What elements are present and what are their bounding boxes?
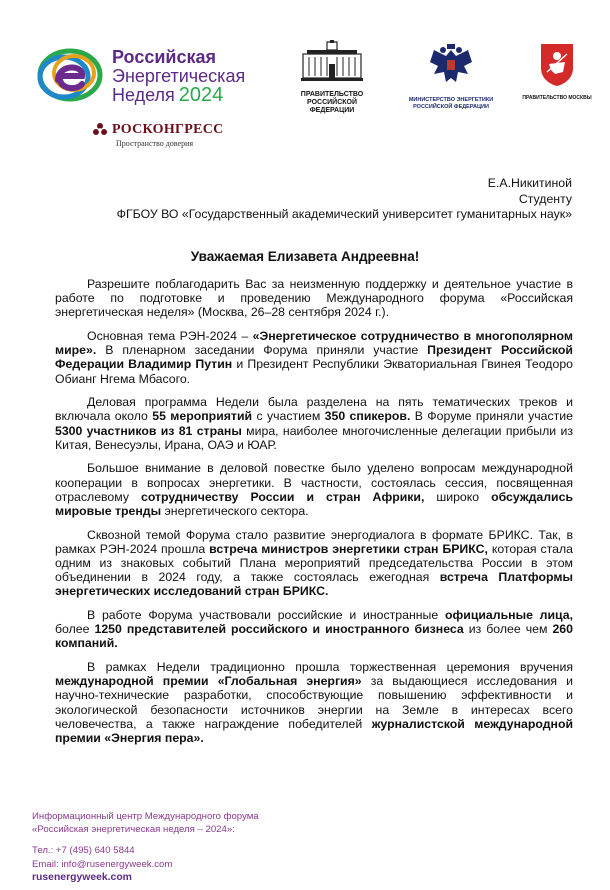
paragraph-text: с участием (252, 409, 325, 424)
paragraph-text: из более чем (463, 622, 553, 637)
government-logo (292, 40, 372, 115)
event-title-line2: Энергетическая (112, 66, 246, 86)
government-building-icon (301, 40, 363, 82)
emphasis-text: 5300 участников из 81 страны (55, 423, 242, 438)
emphasis-text: Президент Российской Федерации Владимир Путин (55, 343, 573, 372)
double-headed-eagle-emblem (426, 42, 476, 88)
emphasis-text: встреча Платформы энергетических исследований стран БРИКС. (55, 570, 573, 599)
ministry-logo (406, 42, 496, 111)
paragraph-text: энергетического сектора. (161, 504, 309, 519)
emphasis-text: 260 компаний. (55, 622, 573, 651)
emphasis-text: международной премии «Глобальная энергия» (55, 674, 362, 689)
paragraph-text: В пленарном заседании Форума приняли участие (96, 343, 428, 358)
event-year: 2024 (178, 84, 224, 106)
footer-contacts (32, 810, 259, 884)
paragraph-text: Деловая программа Недели была разделена на пять тематических треков и включала около (55, 395, 573, 424)
paragraph-text: и Президент Республики Экваториальная Гвинея Теодоро Обианг Нгема Мбасого. (55, 357, 573, 386)
ministry-caption-line: РОССИЙСКОЙ ФЕДЕРАЦИИ (413, 104, 489, 110)
roscongress-logo (94, 122, 224, 148)
emphasis-text: «Энергетическое сотрудничество в многополярном мире». (55, 329, 574, 358)
footer-email[interactable]: Email: info@rusenergyweek.com (32, 858, 173, 870)
emphasis-text: обсуждались мировые тренды (55, 489, 573, 519)
letter-paragraph (55, 660, 573, 745)
ministry-caption (406, 97, 496, 111)
government-caption (292, 91, 372, 115)
letter-paragraph (55, 277, 573, 320)
letter-paragraph (55, 461, 573, 518)
paragraph-text: за выдающиеся исследования и научно-технические разработки, способствующие повышению эффективности и экологической безопасности источников энергии на Земле в интересах всего человечества, а также награждение победителей (55, 674, 573, 731)
event-title (112, 48, 245, 105)
letter-paragraph (55, 608, 573, 651)
paragraph-text: более (55, 622, 95, 637)
emphasis-text: 1250 представителей российского и иностранного бизнеса (94, 622, 464, 637)
event-title-line1: Российская (112, 47, 217, 67)
footer-website-link[interactable]: rusenergyweek.com (32, 871, 132, 883)
greeting: Уважаемая Елизавета Андреевна! (190, 249, 420, 264)
moscow-coat-of-arms (539, 42, 575, 86)
roscongress-tagline: Пространство доверия (116, 139, 194, 148)
government-caption-line: ФЕДЕРАЦИИ (309, 107, 355, 114)
emphasis-text: встреча министров энергетики стран БРИКС, (209, 541, 488, 556)
emphasis-text: сотрудничеству России и стран Африки, (140, 489, 425, 504)
recipient-org: ФГБОУ ВО «Государственный академический университет гуманитарных наук» (116, 207, 572, 221)
footer-phone: Тел.: +7 (495) 640 5844 (32, 845, 135, 857)
government-caption-line: ПРАВИТЕЛЬСТВО (300, 91, 364, 98)
event-title-week: Неделя (112, 85, 175, 105)
event-title-line3 (112, 86, 245, 105)
paragraph-text: В рамках Недели традиционно прошла торжественная церемония вручения (87, 660, 573, 675)
emphasis-text: журналистской международной премии «Энергия пера». (55, 716, 574, 746)
paragraph-text: В Форуме приняли участие (410, 409, 573, 424)
recipient-block (117, 176, 572, 223)
recipient-role: Студенту (518, 191, 572, 206)
emphasis-text: 350 спикеров. (324, 409, 411, 424)
letter-paragraph (55, 528, 573, 599)
moscow-caption: ПРАВИТЕЛЬСТВО МОСКВЫ (522, 95, 592, 101)
paragraph-text: Разрешите поблагодарить Вас за неизменную поддержку и деятельное участие в работе по подготовке и проведению Международного форума «Российская энергетическая неделя» (Москва, 26–28 сентября 2024 г.). (55, 277, 573, 320)
paragraph-text: В работе Форума участвовали российские и иностранные (87, 608, 445, 623)
paragraph-text: мира, наиболее многочисленные делегации прибыли из Китая, Венесуэлы, Ирана, ОАЭ и ЮАР. (55, 423, 573, 452)
ministry-caption-line: МИНИСТЕРСТВО ЭНЕРГЕТИКИ (408, 97, 494, 103)
roscongress-icon (92, 122, 108, 138)
paragraph-text: Сквозной темой Форума стало развитие энергодиалога в формате БРИКС. Так, в рамках РЭН-2024 прошла (55, 527, 573, 556)
paragraph-text: которая стала одним из знаковых событий Плана мероприятий председательства России в этом объединении в 2024 году, а также состоялась ежегодная (55, 541, 573, 585)
letter-paragraph (55, 329, 573, 386)
government-caption-line: РОССИЙСКОЙ (307, 99, 357, 106)
letter-paragraph (55, 395, 573, 452)
footer-line1: Информационный центр Международного форума (32, 811, 259, 822)
footer-line2: «Российская энергетическая неделя – 2024»: (32, 824, 235, 836)
paragraph-text: Основная тема РЭН-2024 – (87, 329, 253, 343)
letterhead (0, 0, 610, 150)
paragraph-text: широко (424, 489, 492, 504)
letter-body (55, 277, 573, 755)
emphasis-text: официальные лица, (444, 608, 573, 623)
energy-week-logo (30, 44, 110, 106)
moscow-logo (522, 42, 592, 102)
roscongress-name: РОСКОНГРЕСС (112, 122, 224, 137)
recipient-name: Е.А.Никитиной (487, 176, 572, 190)
paragraph-text: Большое внимание в деловой повестке было уделено вопросам международной кооперации в вопросах энергетики. В частности, состоялась сессия, посвященная отраслевому (55, 461, 573, 504)
emphasis-text: 55 мероприятий (152, 409, 253, 424)
